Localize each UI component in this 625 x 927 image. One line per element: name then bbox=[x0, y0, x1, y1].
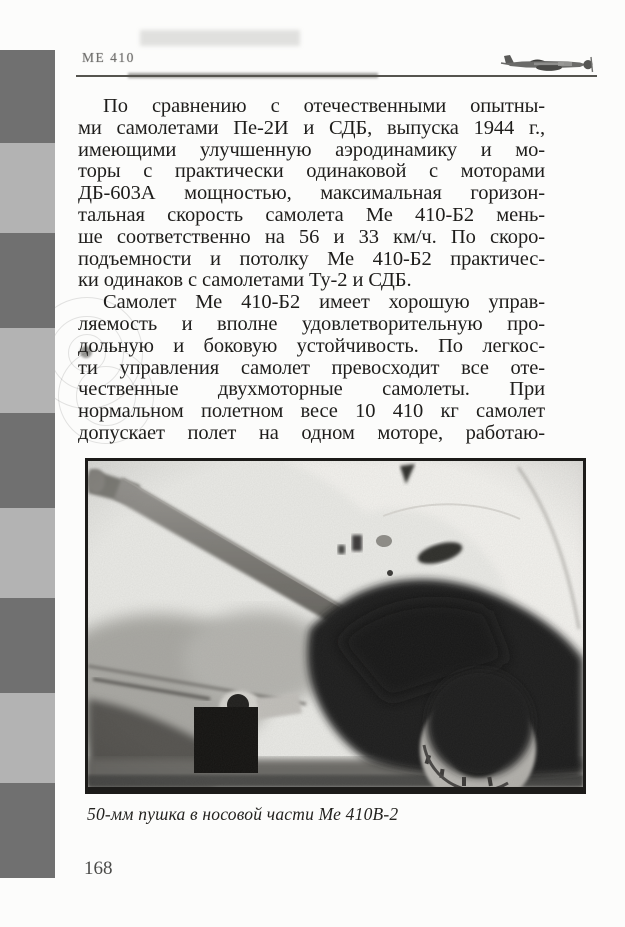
scan-margin-block bbox=[0, 693, 55, 783]
text-line: ки одинаков с самолетами Ту-2 и СДБ. bbox=[78, 269, 412, 292]
text-line: чественные двухмоторные самолеты. При bbox=[78, 378, 545, 401]
text-line: торы с практически одинаковой с моторами bbox=[78, 160, 545, 183]
scan-margin-block bbox=[0, 328, 55, 413]
photo bbox=[85, 458, 586, 794]
body-text bbox=[78, 96, 545, 445]
scan-margin-block bbox=[0, 508, 55, 598]
text-line: дольную и боковую устойчивость. По легкос- bbox=[78, 334, 545, 357]
text-line: Самолет Ме 410-Б2 имеет хорошую управ- bbox=[103, 291, 545, 314]
scan-margin-block bbox=[0, 233, 55, 328]
text-line: ше соответственно на 56 и 33 км/ч. По скоро- bbox=[78, 225, 545, 248]
photo-caption: 50-мм пушка в носовой части Ме 410В-2 bbox=[87, 804, 399, 824]
text-line: ми самолетами Пе-2И и СДБ, выпуска 1944 г., bbox=[78, 116, 545, 139]
text-line: подъемности и потолку Ме 410-Б2 практичес- bbox=[78, 247, 545, 270]
page-number: 168 bbox=[84, 858, 113, 879]
text-line: По сравнению с отечественными опытны- bbox=[103, 95, 545, 117]
cannon-photo-illustration bbox=[88, 461, 583, 787]
vignette bbox=[88, 461, 583, 787]
scan-margin-block bbox=[0, 143, 55, 233]
aircraft-silhouette-icon bbox=[500, 52, 596, 78]
text-line: нормальном полетном весе 10 410 кг самолет bbox=[78, 400, 545, 423]
text-line: ляемость и вполне удовлетворительную про- bbox=[78, 312, 545, 335]
text-line: тальная скорость самолета Ме 410-Б2 мень- bbox=[78, 203, 545, 226]
running-header-title: ME 410 bbox=[82, 50, 135, 65]
text-line: ти управления самолет превосходит все оте- bbox=[78, 356, 545, 379]
scan-margin-block bbox=[0, 413, 55, 508]
scan-margin-block bbox=[0, 50, 55, 143]
text-line: допускает полет на одном моторе, работаю- bbox=[78, 421, 545, 444]
text-line: ДБ-603А мощностью, максимальная горизон- bbox=[78, 182, 545, 205]
text-line: имеющими улучшенную аэродинамику и мо- bbox=[78, 138, 545, 161]
scan-margin-block bbox=[0, 598, 55, 693]
scan-noise bbox=[140, 30, 300, 46]
scan-margin-block bbox=[0, 783, 55, 878]
